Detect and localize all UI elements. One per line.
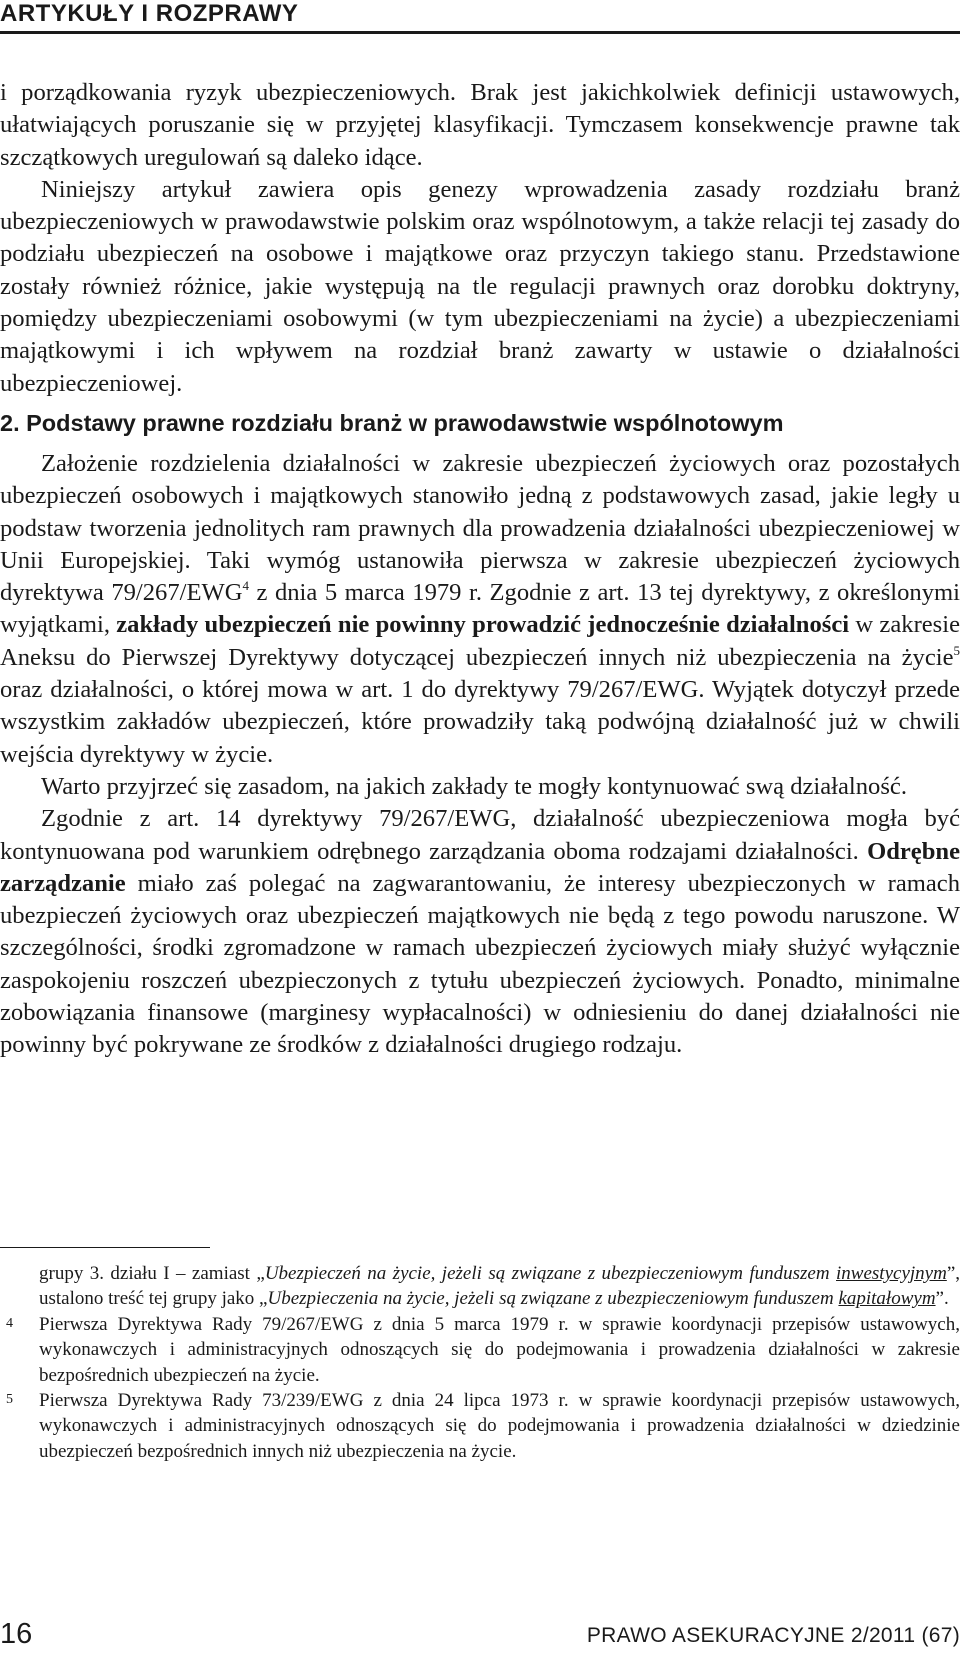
- text-run: ”, ustalono treść tej grupy jako „: [39, 1263, 960, 1310]
- paragraph-principles: Warto przyjrzeć się zasadom, na jakich zakłady te mogły kontynuować swą działalność.: [41, 772, 907, 800]
- footnote-number: 4: [6, 1315, 13, 1331]
- footnote-text: Pierwsza Dyrektywa Rady 79/267/EWG z dnia 5 marca 1979 r. w sprawie koordynacji przepisów ustawowych, wykonawczych i administracyjnych odnoszących się do podejmowania i prowadzenia działalności w zakresie bezpośrednich ubezpieczeń na życie.: [39, 1313, 960, 1386]
- footnote-text: Pierwsza Dyrektywa Rady 73/239/EWG z dnia 24 lipca 1973 r. w sprawie koordynacji przepisów ustawowych, wykonawczych i administracyjnych odnoszących się do podejmowania i prowadzenia działalności w dziedzinie ubezpieczeń bezpośrednich innych niż ubezpieczenia na życie.: [39, 1390, 960, 1462]
- text-run: Założenie rozdzielenia działalności w zakresie ubezpieczeń życiowych oraz pozostałych ubezpieczeń osobowych i majątkowych stanowiło jedną z podstawowych zasad, jakie legły u podstaw tworzenia jednolitych ram prawnych dla prowadzenia działalności ubezpieczeniowej w Unii Europejskiej. Taki wymóg ustanowiła pierwsza w zakresie ubezpieczeń życiowych dyrektywa 79/267/EWG: [0, 449, 960, 607]
- text-run: z dnia 5 marca 1979 r. Zgodnie z art. 13 tej dyrektywy, z określonymi wyjątkami,: [0, 579, 960, 639]
- section-heading: 2. Podstawy prawne rozdziału branż w prawodawstwie wspólnotowym: [0, 409, 784, 436]
- article-body: [0, 77, 960, 1062]
- footnotes: [0, 1261, 960, 1464]
- text-run: w zakresie Aneksu do Pierwszej Dyrektywy dotyczącej ubezpieczeń innych niż ubezpieczenia na życie: [0, 611, 960, 671]
- paragraph-separation-principle: [0, 448, 960, 771]
- footnote-continued: [0, 1261, 960, 1312]
- text-run: grupy 3. działu I – zamiast „: [39, 1263, 265, 1284]
- italic-underlined-run: kapitałowym: [838, 1288, 936, 1310]
- page-footer: [0, 1617, 960, 1653]
- page-number: 16: [0, 1618, 33, 1650]
- footnote-item: [0, 1312, 960, 1388]
- paragraph-separate-management: [0, 803, 960, 1061]
- italic-underlined-run: inwestycyjnym: [836, 1263, 947, 1284]
- emphasis-bold: Odrębne zarządzanie: [0, 837, 960, 897]
- footnote-rule: [0, 1247, 210, 1248]
- emphasis-bold: zakłady ubezpieczeń nie powinny prowadzić jednocześnie działalności: [116, 611, 850, 639]
- text-run: Zgodnie z art. 14 dyrektywy 79/267/EWG, działalność ubezpieczeniowa mogła być kontynuowana pod warunkiem odrębnego zarządzania oboma rodzajami działalności.: [0, 805, 960, 865]
- footnote-ref-4[interactable]: 4: [242, 578, 249, 594]
- text-run: ”.: [935, 1288, 949, 1310]
- footnote-number: 5: [6, 1392, 13, 1408]
- footnote-item: [0, 1388, 960, 1464]
- paragraph-article-scope: Niniejszy artykuł zawiera opis genezy wprowadzenia zasady rozdziału branż ubezpieczeniowych w prawodawstwie polskim oraz wspólnotowym, a także relacji tej zasady do podziału ubezpieczeń na osobowe i majątkowe oraz przyczyn takiego stanu. Przedstawione zostały również różnice, jakie występują na tle regulacji prawnych oraz dorobku doktryny, pomiędzy ubezpieczeniami osobowymi (w tym ubezpieczeniami na życie) a ubezpieczeniami majątkowymi i ich wpływem na rozdział branż zawarty w ustawie o działalności ubezpieczeniowej.: [0, 175, 960, 397]
- italic-run: Ubezpieczenia na życie, jeżeli są związane z ubezpieczeniowym funduszem: [267, 1288, 839, 1310]
- footnote-ref-5[interactable]: 5: [953, 642, 960, 658]
- paragraph-intro-continued: i porządkowania ryzyk ubezpieczeniowych. Brak jest jakichkolwiek definicji ustawowych, ułatwiających poruszanie się w przyjętej klasyfikacji. Tymczasem konsekwencje prawne tak szczątkowych uregulowań są daleko idące.: [0, 79, 960, 171]
- italic-run: Ubezpieczeń na życie, jeżeli są związane z ubezpieczeniowym funduszem: [264, 1263, 837, 1284]
- running-head: ARTYKUŁY I ROZPRAWY: [0, 0, 299, 27]
- header-rule: [0, 31, 960, 34]
- text-run: miało zaś polegać na zagwarantowaniu, że interesy ubezpieczonych w ramach ubezpieczeń życiowych oraz ubezpieczeń majątkowych nie będą z tego powodu naruszone. W szczególności, środki zgromadzone w ramach ubezpieczeń życiowych miały służyć wyłącznie zaspokojeniu roszczeń ubezpieczonych z tytułu ubezpieczeń życiowych. Ponadto, minimalne zobowiązania finansowe (marginesy wypłacalności) w odniesieniu do danej działalności nie powinny być pokrywane ze środków z działalności drugiego rodzaju.: [0, 869, 960, 1059]
- text-run: oraz działalności, o której mowa w art. 1 do dyrektywy 79/267/EWG. Wyjątek dotyczył przede wszystkim zakładów ubezpieczeń, które prowadziły taką podwójną działalność już w chwili wejścia dyrektywy w życie.: [0, 676, 960, 768]
- journal-name: PRAWO ASEKURACYJNE 2/2011 (67): [586, 1624, 960, 1647]
